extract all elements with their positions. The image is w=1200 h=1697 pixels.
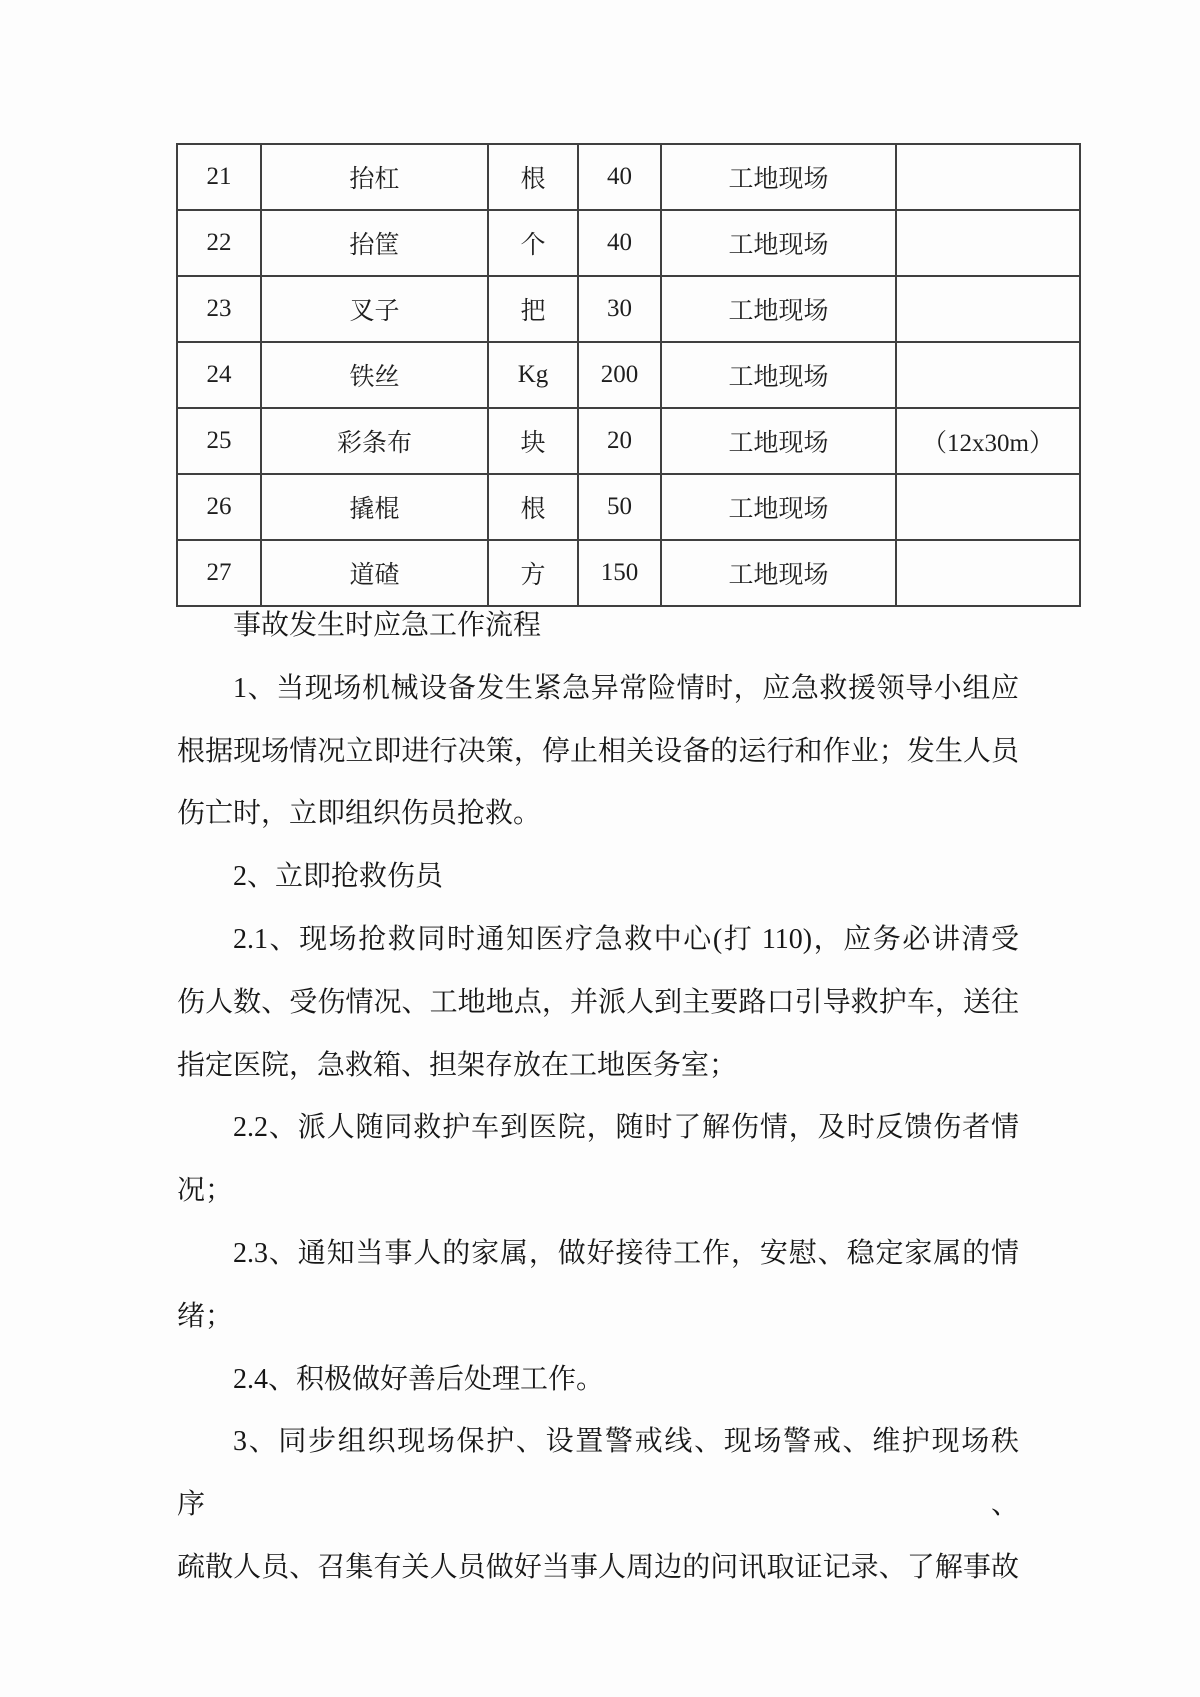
cell-note: [896, 342, 1080, 408]
cell-name: 抬杠: [261, 144, 488, 210]
cell-location: 工地现场: [661, 276, 896, 342]
cell-note: [896, 144, 1080, 210]
cell-location: 工地现场: [661, 540, 896, 606]
cell-no: 25: [177, 408, 261, 474]
cell-note: [896, 210, 1080, 276]
paragraph-line: 伤亡时，立即组织伤员抢救。: [177, 798, 542, 830]
cell-name: 撬棍: [261, 474, 488, 540]
table-row: [177, 144, 1080, 210]
cell-name: 道碴: [261, 540, 488, 606]
cell-unit: 根: [488, 144, 578, 210]
paragraph-line: 2.3、通知当事人的家属，做好接待工作，安慰、稳定家属的情: [233, 1237, 1019, 1269]
cell-qty: 200: [578, 342, 661, 408]
cell-no: 26: [177, 474, 261, 540]
paragraph-line: 况；: [177, 1175, 234, 1207]
equipment-table: [176, 143, 1081, 607]
cell-qty: 40: [578, 144, 661, 210]
cell-qty: 40: [578, 210, 661, 276]
cell-location: 工地现场: [661, 408, 896, 474]
cell-unit: 块: [488, 408, 578, 474]
paragraph-line: 2.1、现场抢救同时通知医疗急救中心(打 110)，应务必讲清受: [233, 923, 1019, 955]
cell-location: 工地现场: [661, 144, 896, 210]
cell-name: 叉子: [261, 276, 488, 342]
table-row: [177, 408, 1080, 474]
cell-qty: 50: [578, 474, 661, 540]
paragraph-line: 伤人数、受伤情况、工地地点，并派人到主要路口引导救护车，送往: [177, 986, 1019, 1018]
cell-no: 21: [177, 144, 261, 210]
paragraph-line: 指定医院，急救箱、担架存放在工地医务室；: [177, 1049, 738, 1081]
cell-name: 铁丝: [261, 342, 488, 408]
cell-note: （12x30m）: [896, 408, 1080, 474]
body-text: [177, 595, 1019, 1600]
cell-location: 工地现场: [661, 210, 896, 276]
paragraph-line: 2.2、派人随同救护车到医院，随时了解伤情，及时反馈伤者情: [233, 1112, 1019, 1144]
cell-qty: 150: [578, 540, 661, 606]
cell-unit: 方: [488, 540, 578, 606]
cell-no: 22: [177, 210, 261, 276]
paragraph-line: 根据现场情况立即进行决策，停止相关设备的运行和作业；发生人员: [177, 735, 1019, 767]
section-heading: 事故发生时应急工作流程: [233, 610, 542, 641]
cell-name: 抬筐: [261, 210, 488, 276]
cell-no: 24: [177, 342, 261, 408]
cell-unit: 根: [488, 474, 578, 540]
cell-note: [896, 276, 1080, 342]
paragraph-line: 2、立即抢救伤员: [233, 861, 444, 893]
cell-unit: 把: [488, 276, 578, 342]
cell-unit: 个: [488, 210, 578, 276]
cell-name: 彩条布: [261, 408, 488, 474]
cell-location: 工地现场: [661, 342, 896, 408]
paragraph-line: 2.4、积极做好善后处理工作。: [233, 1363, 605, 1395]
cell-qty: 30: [578, 276, 661, 342]
cell-unit: Kg: [488, 342, 578, 408]
table-row: [177, 276, 1080, 342]
cell-note: [896, 474, 1080, 540]
paragraph-line: 绪；: [177, 1300, 234, 1332]
cell-location: 工地现场: [661, 474, 896, 540]
paragraph-line: 疏散人员、召集有关人员做好当事人周边的问讯取证记录、了解事故: [177, 1551, 1019, 1583]
cell-qty: 20: [578, 408, 661, 474]
paragraph-line: 1、当现场机械设备发生紧急异常险情时，应急救援领导小组应: [233, 672, 1019, 704]
cell-no: 27: [177, 540, 261, 606]
table-row: [177, 474, 1080, 540]
table-row: [177, 210, 1080, 276]
paragraph-line: 3、同步组织现场保护、设置警戒线、现场警戒、维护现场秩序、: [177, 1426, 1019, 1521]
cell-no: 23: [177, 276, 261, 342]
table-row: [177, 342, 1080, 408]
equipment-table-body: [177, 144, 1080, 606]
